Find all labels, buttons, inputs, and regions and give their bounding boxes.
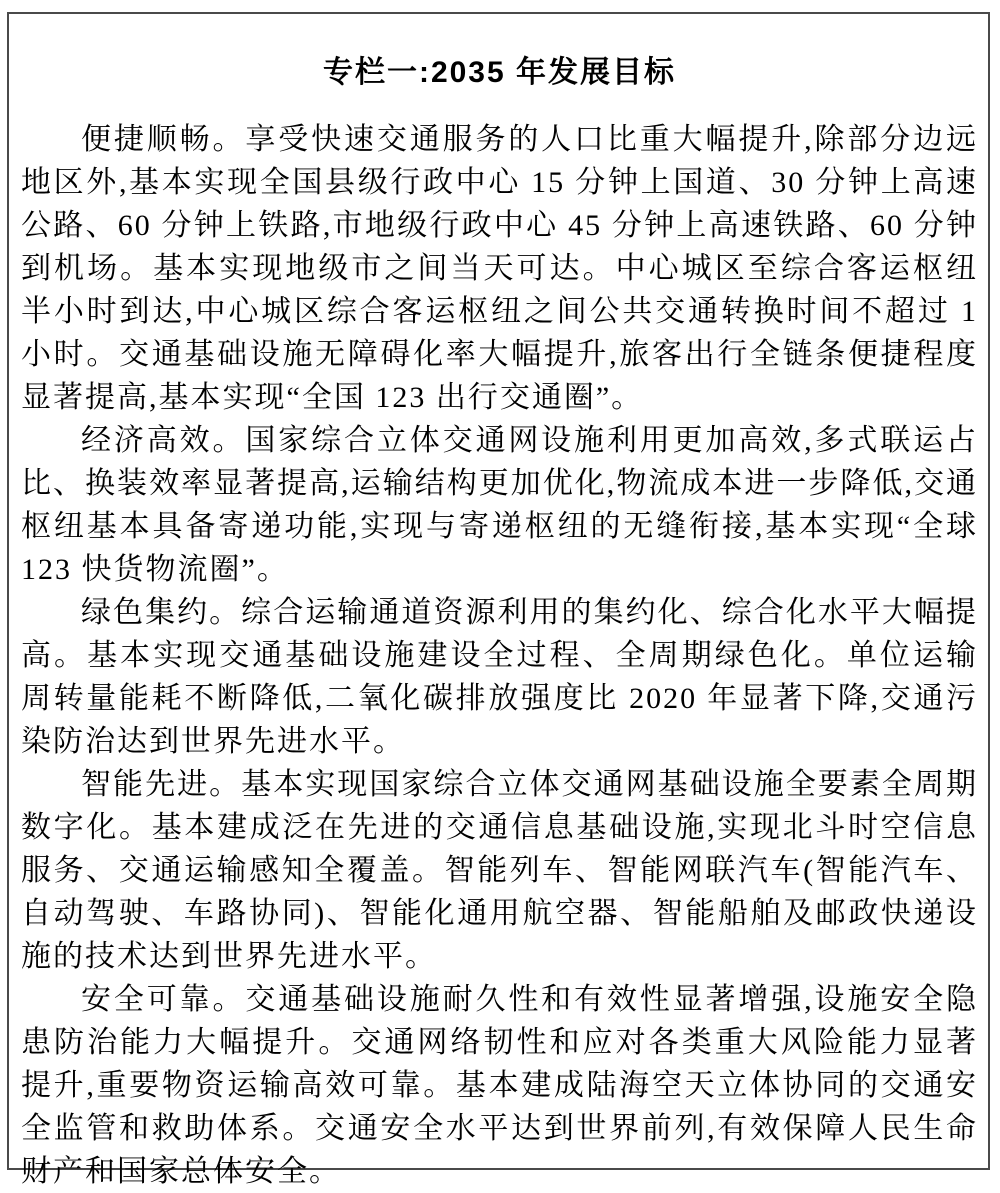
paragraph-economic-efficient: 经济高效。国家综合立体交通网设施利用更加高效,多式联运占比、换装效率显著提高,运输结构更加优化,物流成本进一步降低,交通枢纽基本具备寄递功能,实现与寄递枢纽的无缝衔接,基本实现“全球 123 快货物流圈”。 [21,424,978,586]
paragraph-smart-advanced: 智能先进。基本实现国家综合立体交通网基础设施全要素全周期数字化。基本建成泛在先进的交通信息基础设施,实现北斗时空信息服务、交通运输感知全覆盖。智能列车、智能网联汽车(智能汽车、自动驾驶、车路协同)、智能化通用航空器、智能船舶及邮政快递设施的技术达到世界先进水平。 [21,768,978,973]
paragraph-convenient-smooth: 便捷顺畅。享受快速交通服务的人口比重大幅提升,除部分边远地区外,基本实现全国县级行政中心 15 分钟上国道、30 分钟上高速公路、60 分钟上铁路,市地级行政中心 45 分钟上高速铁路、60 分钟到机场。基本实现地级市之间当天可达。中心城区至综合客运枢纽半小时到达,中心城区综合客运枢纽之间公共交通转换时间不超过 1 小时。交通基础设施无障碍化率大幅提升,旅客出行全链条便捷程度显著提高,基本实现“全国 123 出行交通圈”。 [21,123,978,414]
box-title: 专栏一:2035 年发展目标 [322,56,677,89]
paragraph-green-intensive: 绿色集约。综合运输通道资源利用的集约化、综合化水平大幅提高。基本实现交通基础设施建设全过程、全周期绿色化。单位运输周转量能耗不断降低,二氧化碳排放强度比 2020 年显著下降,交通污染防治达到世界先进水平。 [21,596,978,758]
column-box [7,12,990,1188]
paragraph-safe-reliable: 安全可靠。交通基础设施耐久性和有效性显著增强,设施安全隐患防治能力大幅提升。交通网络韧性和应对各类重大风险能力显著提升,重要物资运输高效可靠。基本建成陆海空天立体协同的交通安全监管和救助体系。交通安全水平达到世界前列,有效保障人民生命财产和国家总体安全。 [21,983,978,1188]
